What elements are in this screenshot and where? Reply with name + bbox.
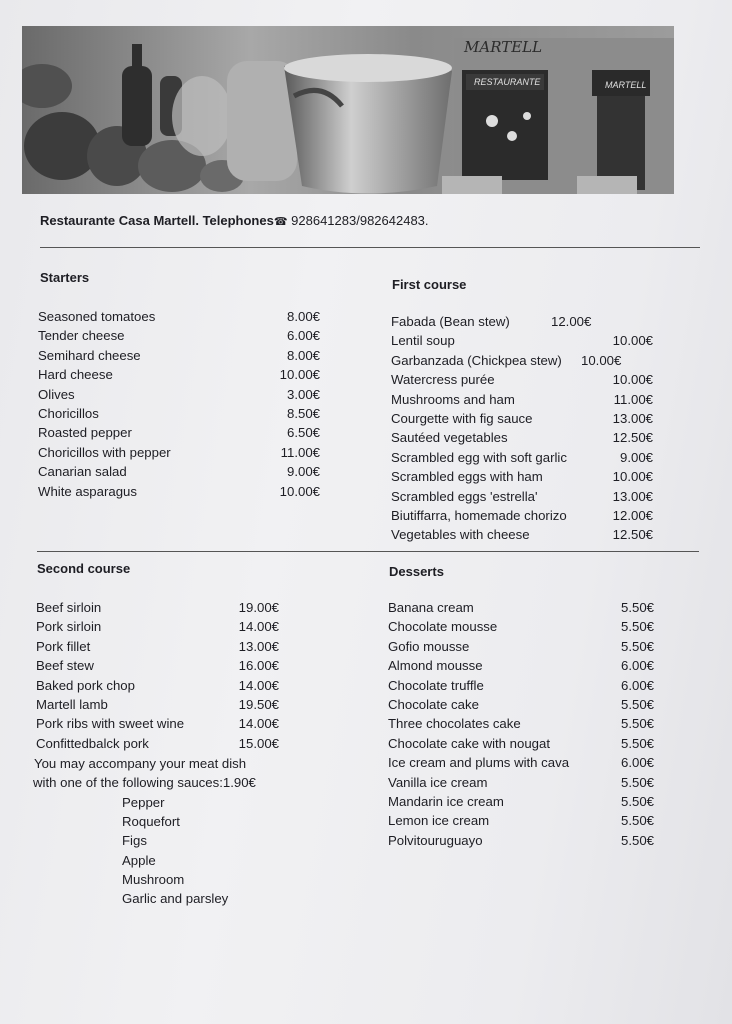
menu-item [36,598,286,617]
menu-item-price: 13.00€ [612,410,653,426]
menu-item-price: 5.50€ [620,696,654,712]
menu-item-price: 6.00€ [620,658,654,674]
menu-item-price: 10.00€ [581,352,622,368]
menu-item-name: Scrambled eggs with ham [391,469,543,485]
menu-item-price: 19.50€ [238,696,279,712]
menu-item-name: Beef stew [36,658,94,674]
divider-middle [37,551,699,552]
menu-item-name: Almond mousse [388,658,483,674]
menu-item-price: 5.50€ [620,735,654,751]
menu-item-name: Chocolate cake [388,696,479,712]
menu-item-name: Canarian salad [38,464,127,480]
menu-item [38,404,320,423]
sauce-item: Pepper [122,795,165,810]
menu-item [391,506,661,525]
menu-item-price: 13.00€ [238,638,279,654]
menu-item-name: Baked pork chop [36,677,135,693]
menu-item [391,467,661,486]
menu-item-name: Watercress purée [391,372,495,388]
menu-item-price: 6.00€ [286,328,320,344]
menu-item-name: Pork fillet [36,638,91,654]
menu-item-name: Polvitouruguayo [388,832,483,848]
menu-item-name: Mandarin ice cream [388,793,504,809]
menu-item-name: Courgette with fig sauce [391,410,533,426]
menu-item-price: 10.00€ [612,333,653,349]
menu-item-price: 6.00€ [620,755,654,771]
menu-item-name: Confittedbalck pork [36,735,149,751]
menu-item [36,637,286,656]
menu-item-name: Mushrooms and ham [391,391,515,407]
sauce-item: Apple [122,852,156,868]
menu-item-price: 5.50€ [620,638,654,654]
menu-item-price: 11.00€ [280,444,320,460]
menu-item [391,487,661,506]
menu-item-name: Pork sirloin [36,619,102,635]
menu-item-name: Pork ribs with sweet wine [36,716,185,732]
menu-item [388,676,658,695]
menu-item-name: Beef sirloin [36,600,102,615]
sauce-item: Roquefort [122,814,180,830]
telephone-icon: ☎ [273,216,288,228]
menu-item [388,637,658,656]
menu-item-name: Hard cheese [38,367,113,383]
menu-item-price: 10.00€ [612,372,653,388]
divider-top [40,247,700,248]
menu-item-name: Banana cream [388,600,474,615]
menu-item-name: Vanilla ice cream [388,774,488,790]
menu-item [388,753,658,772]
menu-item [388,598,658,617]
menu-item-price: 5.50€ [620,832,654,848]
sauce-item: Mushroom [122,871,185,887]
menu-item-name: Scrambled egg with soft garlic [391,449,567,465]
menu-item [388,656,658,675]
menu-item-price: 12.50€ [612,430,653,446]
first-course-heading: First course [392,277,467,292]
menu-item-price: 15.00€ [238,735,279,751]
menu-item-price: 6.50€ [286,425,320,441]
menu-item-price: 11.00€ [613,391,653,407]
sauce-note-line2: with one of the following sauces:1.90€ [33,775,256,790]
menu-item-name: Tender cheese [38,328,125,344]
menu-item-name: White asparagus [38,483,137,499]
starters-heading: Starters [40,270,90,285]
menu-item [391,331,661,350]
menu-item [388,792,658,811]
first-course-list [391,312,661,545]
menu-item-price: 5.50€ [620,619,654,635]
menu-item-name: Sautéed vegetables [391,430,508,446]
menu-item-name: Chocolate cake with nougat [388,735,551,751]
menu-item-price: 14.00€ [238,619,279,635]
menu-item [391,351,661,370]
menu-item [38,423,320,442]
menu-item [391,390,661,409]
menu-item [388,714,658,733]
menu-item-price: 12.00€ [612,507,653,523]
menu-item [38,385,320,404]
restaurant-name: Restaurante Casa Martell. Telephones [40,213,274,228]
menu-item [36,617,286,636]
menu-item-price: 14.00€ [238,716,279,732]
menu-item-price: 10.00€ [612,469,653,485]
menu-item [36,734,286,753]
menu-item-price: 19.00€ [238,600,279,615]
menu-item-price: 5.50€ [620,774,654,790]
menu-item-name: Biutiffarra, homemade chorizo [391,507,567,523]
banner-sign-right: MARTELL [605,80,647,90]
menu-item [38,365,320,384]
menu-item-name: Roasted pepper [38,425,132,441]
menu-item-name: Olives [38,386,75,402]
menu-item-price: 10.00€ [279,367,320,383]
menu-item-name: Semihard cheese [38,347,141,363]
banner-sign-restaurante: RESTAURANTE [474,77,541,87]
menu-item-name: Three chocolates cake [388,716,521,732]
desserts-heading: Desserts [389,564,444,579]
menu-item [36,656,286,675]
menu-item-price: 8.00€ [286,347,320,363]
menu-item-name: Fabada (Bean stew) [391,314,510,329]
banner-photo [22,26,674,194]
sauce-note-line1: You may accompany your meat dish [34,756,247,771]
menu-item [391,312,661,331]
menu-item [388,831,658,850]
second-course-list [36,598,286,753]
menu-item [388,734,658,753]
menu-item-price: 9.00€ [286,464,320,480]
menu-item-name: Garbanzada (Chickpea stew) [391,352,562,368]
phone-numbers: 928641283/982642483. [287,213,429,228]
menu-item-name: Gofio mousse [388,638,470,654]
menu-item [36,714,286,733]
menu-item-price: 3.00€ [286,386,320,402]
menu-item-price: 13.00€ [612,488,653,504]
menu-item-price: 8.50€ [286,405,320,421]
menu-item [391,370,661,389]
menu-item-price: 14.00€ [238,677,279,693]
menu-item-name: Vegetables with cheese [391,527,530,543]
desserts-list [388,598,658,850]
menu-item [388,695,658,714]
menu-item [36,695,286,714]
menu-item-price: 5.50€ [620,813,654,829]
menu-item-price: 6.00€ [620,677,654,693]
menu-item-name: Choricillos [38,405,99,421]
menu-item [38,443,320,462]
menu-item [36,676,286,695]
sauce-item: Garlic and parsley [122,890,229,906]
menu-item [388,773,658,792]
menu-item-price: 5.50€ [620,716,654,732]
menu-item-name: Chocolate truffle [388,677,484,693]
menu-item-price: 10.00€ [279,483,320,499]
menu-item-name: Seasoned tomatoes [38,309,156,324]
menu-item [391,428,661,447]
menu-item [38,462,320,481]
menu-item-price: 12.50€ [612,527,653,543]
menu-item-price: 5.50€ [620,600,654,615]
sauce-list [122,793,228,908]
menu-item-price: 12.00€ [551,314,592,329]
menu-item-price: 9.00€ [619,449,653,465]
menu-item [38,326,320,345]
menu-item-name: Scrambled eggs 'estrella' [391,488,538,504]
menu-item-name: Choricillos with pepper [38,444,171,460]
sauce-item: Figs [122,833,147,849]
menu-item [38,482,320,501]
menu-item-price: 16.00€ [238,658,279,674]
menu-item [38,307,320,326]
menu-item [391,409,661,428]
menu-item-price: 5.50€ [620,793,654,809]
menu-item-name: Martell lamb [36,696,108,712]
menu-item [391,525,661,544]
starters-list [38,307,320,501]
menu-item [388,617,658,636]
menu-item-price: 8.00€ [286,309,320,324]
menu-item [391,448,661,467]
menu-item-name: Lentil soup [391,333,455,349]
menu-item [388,811,658,830]
menu-item-name: Lemon ice cream [388,813,490,829]
menu-item-name: Ice cream and plums with cava [388,755,570,771]
menu-item-name: Chocolate mousse [388,619,498,635]
second-course-heading: Second course [37,561,131,576]
menu-item [38,346,320,365]
restaurant-header [40,213,429,228]
banner-sign-top: MARTELL [464,38,543,56]
